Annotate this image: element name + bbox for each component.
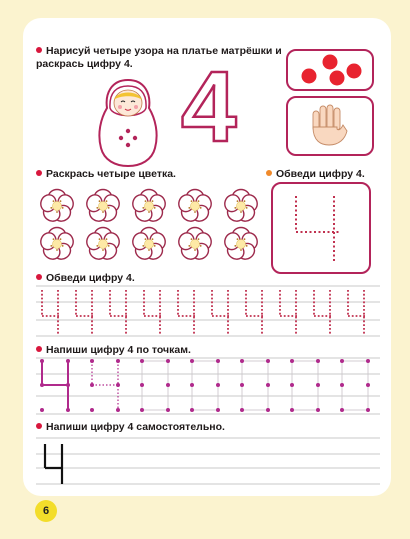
flower-icon[interactable] [221, 188, 261, 224]
dotted-four [178, 290, 196, 334]
section2-heading [36, 168, 176, 181]
big-digit-four[interactable]: 4 [181, 51, 237, 163]
connect-dots-row[interactable] [36, 358, 382, 416]
bullet-icon [36, 346, 42, 352]
flower-icon[interactable] [175, 188, 215, 224]
section1-heading-line1: Нарисуй четыре узора на платье матрёшки и [46, 45, 282, 57]
dot-frame [142, 361, 168, 410]
dotted-four [212, 290, 230, 334]
section6-heading [36, 421, 225, 434]
bullet-icon [36, 47, 42, 53]
section4-heading [36, 272, 135, 285]
flower-icon[interactable] [129, 226, 169, 262]
bullet-icon [36, 423, 42, 429]
section5-heading-text: Напиши цифру 4 по точкам. [46, 344, 191, 356]
flower-icon[interactable] [221, 226, 261, 262]
dotted-four [314, 290, 332, 334]
dot-frame [342, 361, 368, 410]
section3-heading [266, 168, 365, 181]
section1-heading-line2: раскрась цифру 4. [36, 58, 133, 70]
example-four [42, 361, 68, 410]
dotted-four [280, 290, 298, 334]
dot-frame [192, 361, 218, 410]
dotted-four [348, 290, 366, 334]
four-dots-icon [288, 51, 372, 89]
matryoshka-doll-icon[interactable] [93, 78, 163, 168]
dotted-guide-four [92, 361, 118, 410]
section5-heading [36, 344, 191, 357]
flower-icon[interactable] [83, 226, 123, 262]
flower-icon[interactable] [129, 188, 169, 224]
trace-row[interactable] [36, 286, 382, 338]
dotted-four [144, 290, 162, 334]
section4-heading-text: Обведи цифру 4. [46, 272, 135, 284]
flower-icon[interactable] [175, 226, 215, 262]
page-number-badge: 6 [35, 500, 57, 522]
flower-icon[interactable] [37, 226, 77, 262]
dot-frame [242, 361, 268, 410]
dotted-four [76, 290, 94, 334]
writing-lines[interactable] [36, 436, 382, 486]
flower-icon[interactable] [83, 188, 123, 224]
section1-heading [36, 45, 282, 71]
section6-heading-text: Напиши цифру 4 самостоятельно. [46, 421, 225, 433]
bullet-icon [36, 274, 42, 280]
dotted-four [42, 290, 60, 334]
dotted-four [110, 290, 128, 334]
section3-heading-text: Обведи цифру 4. [276, 168, 365, 180]
dot-frame [292, 361, 318, 410]
dotted-four-large[interactable] [271, 182, 367, 270]
four-fingers-hand-icon [307, 101, 351, 147]
dotted-four [246, 290, 264, 334]
flower-icon[interactable] [37, 188, 77, 224]
section2-heading-text: Раскрась четыре цветка. [46, 168, 176, 180]
sample-four [45, 444, 63, 484]
bullet-icon [36, 170, 42, 176]
bullet-icon [266, 170, 272, 176]
